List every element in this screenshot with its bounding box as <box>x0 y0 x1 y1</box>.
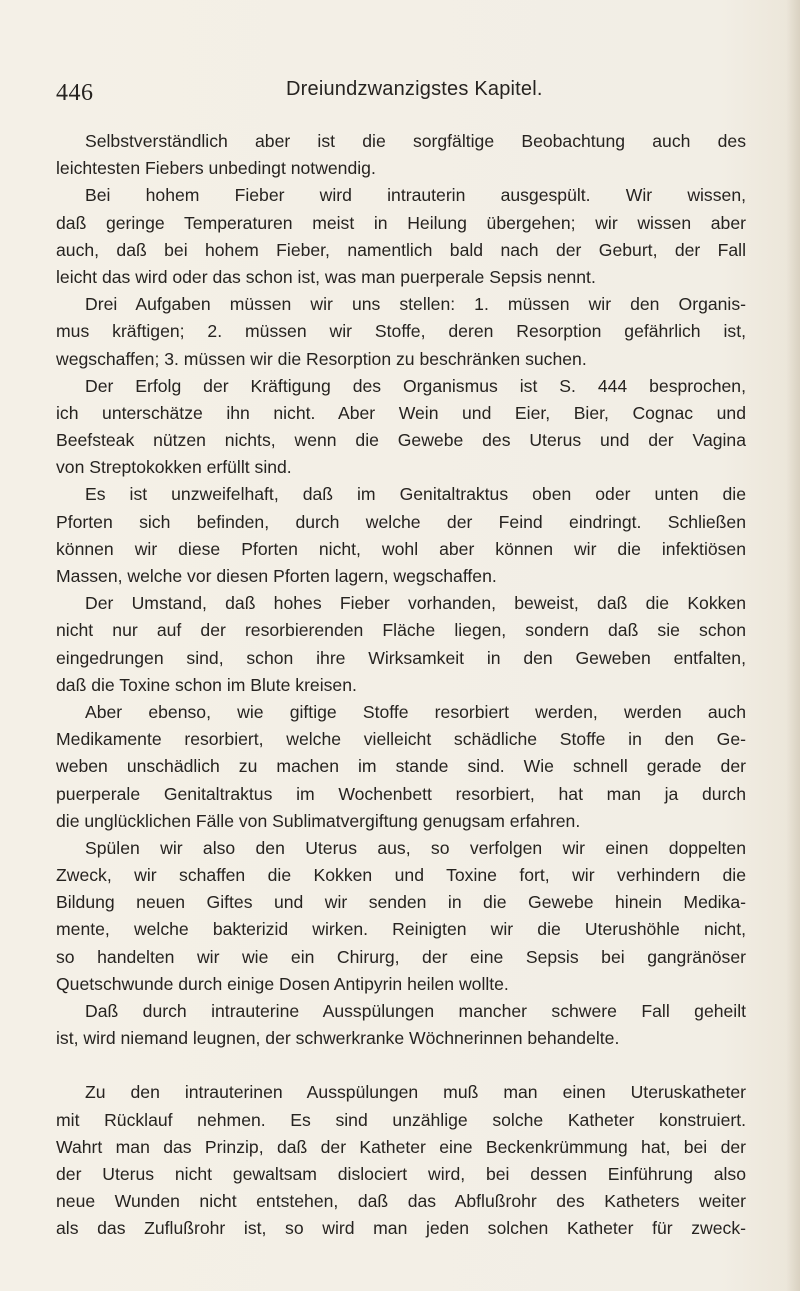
text-line: Der Umstand, daß hohes Fieber vorhanden, beweist, daß die Kokken <box>85 593 746 614</box>
text-line: Medikamente resorbiert, welche vielleicht schädliche Stoffe in den Ge- <box>56 729 746 750</box>
text-line: so handelten wir wie ein Chirurg, der eine Sepsis bei gangränöser <box>56 946 746 967</box>
text-line: ist, wird niemand leugnen, der schwerkranke Wöchnerinnen behandelte. <box>56 1028 620 1049</box>
paragraph-gap <box>56 1052 746 1079</box>
text-line: Aber ebenso, wie giftige Stoffe resorbiert werden, werden auch <box>85 701 746 722</box>
text-line: mente, welche bakterizid wirken. Reinigten wir die Uterushöhle nicht, <box>56 919 746 940</box>
page-edge-shadow <box>786 0 800 1291</box>
text-line: nicht nur auf der resorbierenden Fläche liegen, sondern daß sie schon <box>56 620 746 641</box>
text-line: Drei Aufgaben müssen wir uns stellen: 1. müssen wir den Organis- <box>85 294 746 315</box>
text-line: mus kräftigen; 2. müssen wir Stoffe, deren Resorption gefährlich ist, <box>56 321 746 342</box>
text-line: können wir diese Pforten nicht, wohl aber können wir die infektiösen <box>56 538 746 559</box>
text-line: weben unschädlich zu machen im stande sind. Wie schnell gerade der <box>56 756 746 777</box>
text-line: Der Erfolg der Kräftigung des Organismus ist S. 444 besprochen, <box>85 375 746 396</box>
text-line: ich unterschätze ihn nicht. Aber Wein und Eier, Bier, Cognac und <box>56 402 746 423</box>
text-line: eingedrungen sind, schon ihre Wirksamkeit in den Geweben entfalten, <box>56 647 746 668</box>
text-line: daß geringe Temperaturen meist in Heilung übergehen; wir wissen aber <box>56 212 746 233</box>
page-number: 446 <box>56 80 94 106</box>
text-line: mit Rücklauf nehmen. Es sind unzählige solche Katheter konstruiert. <box>56 1109 746 1130</box>
text-line: Daß durch intrauterine Ausspülungen mancher schwere Fall geheilt <box>85 1001 746 1021</box>
text-line: Spülen wir also den Uterus aus, so verfolgen wir einen doppelten <box>85 837 746 858</box>
text-line: Pforten sich befinden, durch welche der Feind eindringt. Schließen <box>56 511 746 532</box>
text-line: Selbstverständlich aber ist die sorgfältige Beobachtung auch des <box>85 131 746 151</box>
body-text <box>56 128 746 1243</box>
text-line: puerperale Genitaltraktus im Wochenbett resorbiert, hat man ja durch <box>56 783 746 804</box>
text-line: Bei hohem Fieber wird intrauterin ausgespült. Wir wissen, <box>85 185 746 206</box>
text-line: der Uterus nicht gewaltsam dislociert wird, bei dessen Einführung also <box>56 1163 746 1184</box>
text-line: leichtesten Fiebers unbedingt notwendig. <box>56 158 376 179</box>
text-line: von Streptokokken erfüllt sind. <box>56 457 292 478</box>
text-line: daß die Toxine schon im Blute kreisen. <box>56 674 357 695</box>
text-line: die unglücklichen Fälle von Sublimatvergiftung genugsam erfahren. <box>56 810 581 831</box>
text-line: Massen, welche vor diesen Pforten lagern, wegschaffen. <box>56 566 497 586</box>
text-line: Zu den intrauterinen Ausspülungen muß man einen Uteruskatheter <box>85 1082 746 1103</box>
page-header <box>56 78 746 112</box>
running-title: Dreiundzwanzigstes Kapitel. <box>286 78 543 100</box>
text-line: Bildung neuen Giftes und wir senden in die Gewebe hinein Medika- <box>56 892 746 913</box>
text-line: auch, daß bei hohem Fieber, namentlich bald nach der Geburt, der Fall <box>56 239 746 260</box>
text-line: Quetschwunde durch einige Dosen Antipyrin heilen wollte. <box>56 973 509 994</box>
text-line: als das Zuflußrohr ist, so wird man jeden solchen Katheter für zweck- <box>56 1218 746 1239</box>
text-line: neue Wunden nicht entstehen, daß das Abflußrohr des Katheters weiter <box>56 1191 746 1212</box>
text-line: wegschaffen; 3. müssen wir die Resorption zu beschränken suchen. <box>56 348 587 369</box>
text-line: Beefsteak nützen nichts, wenn die Gewebe des Uterus und der Vagina <box>56 430 746 451</box>
text-line: Es ist unzweifelhaft, daß im Genitaltraktus oben oder unten die <box>85 484 746 505</box>
text-line: Wahrt man das Prinzip, daß der Katheter eine Beckenkrümmung hat, bei der <box>56 1136 746 1157</box>
text-line: leicht das wird oder das schon ist, was man puerperale Sepsis nennt. <box>56 266 596 287</box>
text-line: Zweck, wir schaffen die Kokken und Toxine fort, wir verhindern die <box>56 865 746 886</box>
